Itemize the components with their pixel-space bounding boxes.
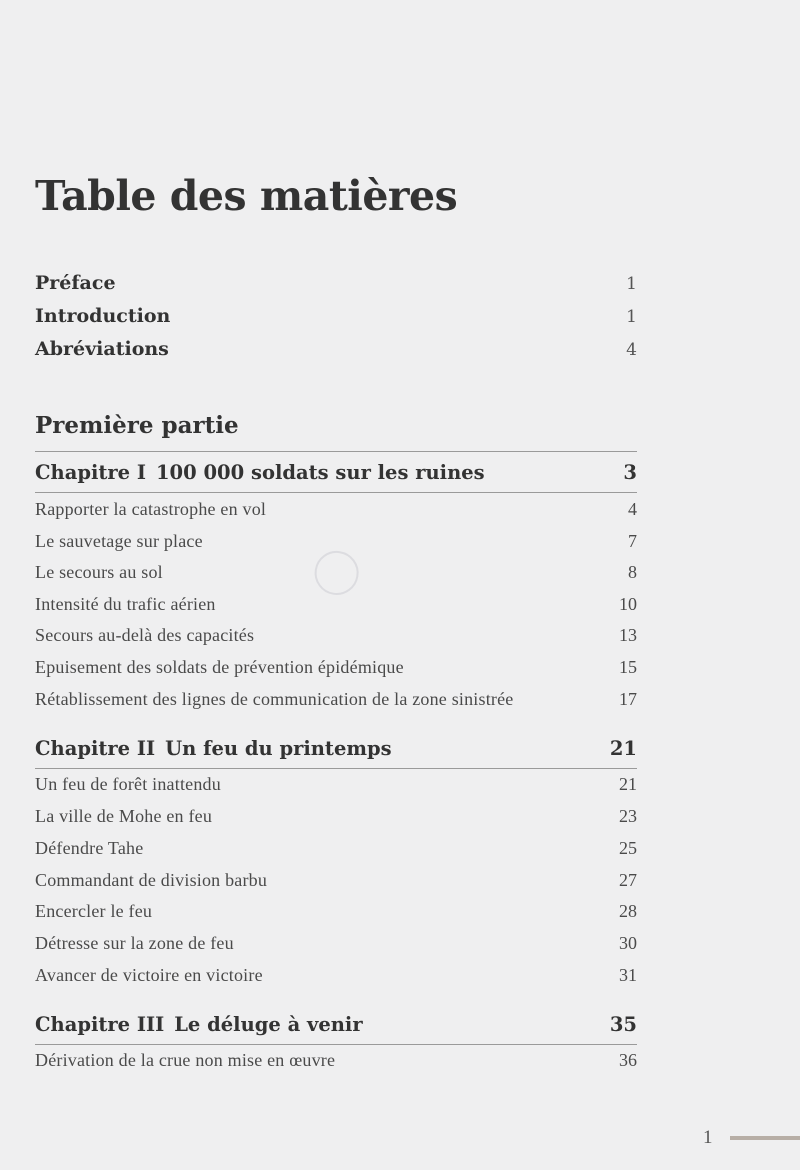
toc-entry-title: Secours au-delà des capacités <box>35 625 255 645</box>
toc-entry-title: Le secours au sol <box>35 562 163 582</box>
toc-page-number: 36 <box>619 1050 637 1070</box>
toc-entry[interactable] <box>35 870 637 891</box>
toc-chapter-2[interactable] <box>35 737 637 760</box>
chapter-divider <box>35 1044 637 1045</box>
toc-entry[interactable] <box>35 901 637 922</box>
toc-entry-title: Avancer de victoire en victoire <box>35 965 263 985</box>
chapter-title: Le déluge à venir <box>174 1013 363 1036</box>
toc-entry[interactable] <box>35 689 637 710</box>
toc-page-number: 28 <box>619 901 637 921</box>
toc-entry-title: La ville de Mohe en feu <box>35 806 213 826</box>
page-title: Table des matières <box>35 172 458 220</box>
toc-entry-title: Introduction <box>35 305 171 327</box>
toc-page-number: 17 <box>619 689 637 709</box>
toc-entry-title: Rapporter la catastrophe en vol <box>35 499 267 519</box>
toc-page-number: 4 <box>626 340 637 360</box>
toc-entry-title: Le sauvetage sur place <box>35 531 203 551</box>
chapter-divider <box>35 768 637 769</box>
toc-page-number: 25 <box>619 838 637 858</box>
chapter-label: Chapitre III <box>35 1013 165 1036</box>
toc-entry[interactable] <box>35 499 637 520</box>
toc-entry[interactable] <box>35 933 637 954</box>
toc-entry-title: Détresse sur la zone de feu <box>35 933 234 953</box>
toc-page-number: 13 <box>619 625 637 645</box>
chapter-label: Chapitre I <box>35 461 146 484</box>
toc-entry[interactable] <box>35 965 637 986</box>
toc-page-number: 1 <box>626 274 637 294</box>
toc-entry-title: Rétablissement des lignes de communication de la zone sinistrée <box>35 689 514 709</box>
toc-page-number: 7 <box>628 531 637 551</box>
toc-page-number: 10 <box>619 594 637 614</box>
toc-entry-title: Défendre Tahe <box>35 838 144 858</box>
toc-entry-title: Intensité du trafic aérien <box>35 594 216 614</box>
toc-entry-title: Abréviations <box>35 338 169 360</box>
toc-page-number: 4 <box>628 499 637 519</box>
toc-page-number: 23 <box>619 806 637 826</box>
toc-front-matter-introduction[interactable] <box>35 305 637 327</box>
toc-entry-title: Un feu de forêt inattendu <box>35 774 221 794</box>
toc-entry[interactable] <box>35 806 637 827</box>
toc-entry[interactable] <box>35 1050 637 1071</box>
toc-entry-title: Préface <box>35 272 116 294</box>
toc-page-number: 21 <box>619 774 637 794</box>
toc-chapter-3[interactable] <box>35 1013 637 1036</box>
toc-page-number: 31 <box>619 965 637 985</box>
toc-front-matter-preface[interactable] <box>35 272 637 294</box>
toc-page-number: 35 <box>609 1013 637 1036</box>
toc-entry[interactable] <box>35 625 637 646</box>
page-number: 1 <box>703 1127 713 1148</box>
chapter-divider <box>35 492 637 493</box>
toc-entry-title: Epuisement des soldats de prévention épidémique <box>35 657 404 677</box>
toc-entry-title: Dérivation de la crue non mise en œuvre <box>35 1050 336 1070</box>
chapter-label: Chapitre II <box>35 737 156 760</box>
toc-entry[interactable] <box>35 774 637 795</box>
toc-page-number: 15 <box>619 657 637 677</box>
toc-entry-title: Encercler le feu <box>35 901 153 921</box>
toc-entry-title: Commandant de division barbu <box>35 870 268 890</box>
toc-entry[interactable] <box>35 657 637 678</box>
toc-page-number: 1 <box>626 307 637 327</box>
toc-front-matter-abreviations[interactable] <box>35 338 637 360</box>
chapter-title: 100 000 soldats sur les ruines <box>155 461 485 484</box>
chapter-title: Un feu du printemps <box>165 737 392 760</box>
toc-entry[interactable] <box>35 838 637 859</box>
folio-rule <box>730 1136 800 1140</box>
toc-page-number: 8 <box>628 562 637 582</box>
toc-page-number: 30 <box>619 933 637 953</box>
part-title: Première partie <box>35 412 239 439</box>
toc-page-number: 27 <box>619 870 637 890</box>
toc-page-number: 3 <box>623 461 637 484</box>
toc-page-number: 21 <box>609 737 637 760</box>
